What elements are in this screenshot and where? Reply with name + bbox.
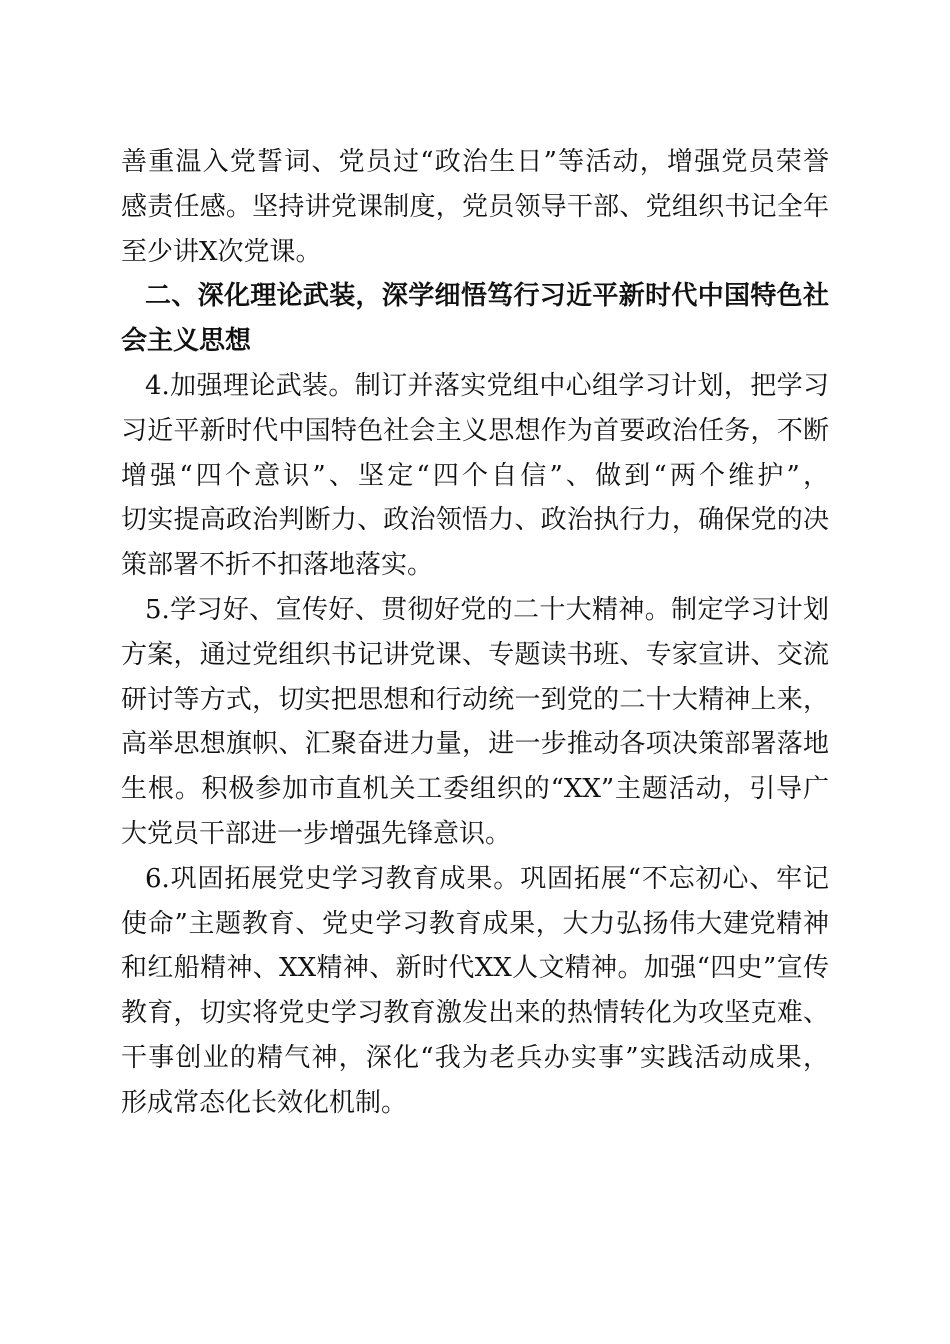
text-line: 大党员干部进一步增强先锋意识。 <box>121 818 512 849</box>
continued-paragraph <box>121 140 829 274</box>
text-line: 切实提高政治判断力、政治领悟力、政治执行力，确保党的决 <box>121 505 829 536</box>
text-line: 高举思想旗帜、汇聚奋进力量，进一步推动各项决策部署落地 <box>121 729 829 760</box>
text-line: 教育，切实将党史学习教育激发出来的热情转化为攻坚克难、 <box>121 998 829 1029</box>
text-line: 4.加强理论武装。制订并落实党组中心组学习计划，把学习 <box>145 370 829 401</box>
text-line: 和红船精神、XX精神、新时代XX人文精神。加强“四史”宣传 <box>121 953 829 984</box>
document-body <box>121 140 829 1126</box>
item-paragraph-6 <box>121 857 829 1126</box>
text-line: 形成常态化长效化机制。 <box>121 1087 408 1118</box>
text-line: 策部署不折不扣落地落实。 <box>121 550 434 581</box>
heading-line: 二、深化理论武装，深学细悟笃行习近平新时代中国特色社 <box>145 281 829 312</box>
text-line: 使命”主题教育、党史学习教育成果，大力弘扬伟大建党精神 <box>121 908 829 939</box>
text-line: 方案，通过党组织书记讲党课、专题读书班、专家宣讲、交流 <box>121 639 829 670</box>
text-line: 干事创业的精气神，深化“我为老兵办实事”实践活动成果， <box>121 1042 829 1073</box>
text-line: 善重温入党誓词、党员过“政治生日”等活动，增强党员荣誉 <box>121 147 829 177</box>
section-heading <box>121 274 829 364</box>
text-line: 生根。积极参加市直机关工委组织的“XX”主题活动，引导广 <box>121 774 829 805</box>
text-line: 增强“四个意识”、坚定“四个自信”、做到“两个维护”， <box>121 460 829 491</box>
item-paragraph-4 <box>121 364 829 588</box>
text-line: 感责任感。坚持讲党课制度，党员领导干部、党组织书记全年 <box>121 191 829 222</box>
text-line: 6.巩固拓展党史学习教育成果。巩固拓展“不忘初心、牢记 <box>145 863 829 894</box>
text-line: 5.学习好、宣传好、贯彻好党的二十大精神。制定学习计划 <box>145 594 829 625</box>
text-line: 习近平新时代中国特色社会主义思想作为首要政治任务，不断 <box>121 415 829 446</box>
text-line: 研讨等方式，切实把思想和行动统一到党的二十大精神上来， <box>121 684 829 715</box>
text-line: 至少讲X次党课。 <box>121 236 322 267</box>
item-paragraph-5 <box>121 588 829 857</box>
heading-line: 会主义思想 <box>121 326 252 357</box>
